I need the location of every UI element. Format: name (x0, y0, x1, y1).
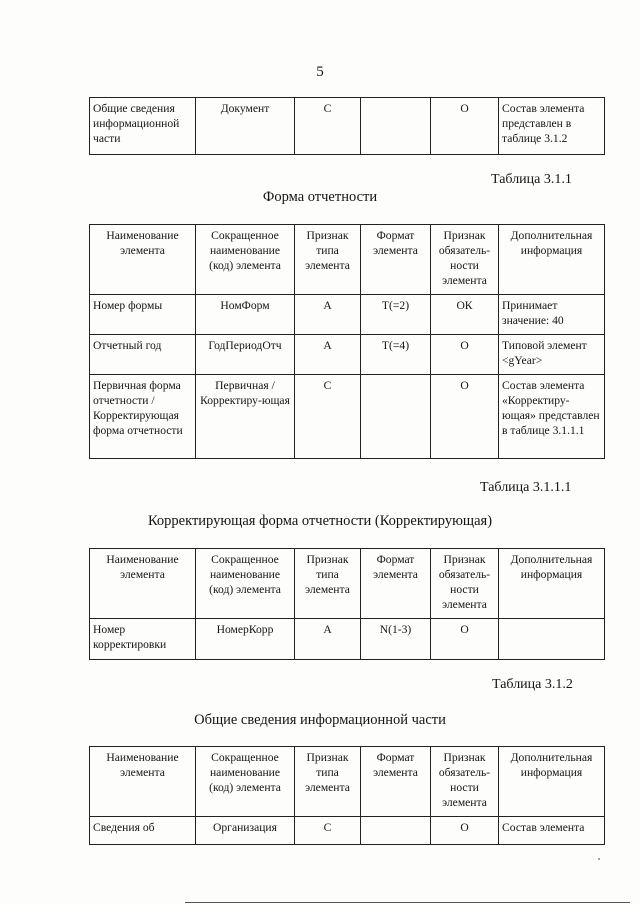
table-row (90, 98, 605, 155)
table-label: Таблица 3.1.1 (491, 172, 572, 187)
cell-type: С (295, 375, 361, 459)
cell-type: А (295, 295, 361, 335)
table-row (90, 375, 605, 459)
column-header: Наименование элемента (90, 549, 196, 619)
column-header: Сокращенное наименование (код) элемента (196, 225, 295, 295)
cell-code: Первичная / Корректиру-ющая (196, 375, 295, 459)
column-header: Сокращенное наименование (код) элемента (196, 549, 295, 619)
cell-code: ГодПериодОтч (196, 335, 295, 375)
column-header: Признак типа элемента (295, 549, 361, 619)
cell-element-name: Первичная форма отчетности / Корректирующая форма отчетности (90, 375, 196, 459)
cell-code: Организация (196, 817, 295, 845)
cell-info: Типовой элемент <gYear> (499, 335, 605, 375)
continuation-table (89, 97, 605, 155)
cell-format: N(1-3) (361, 619, 431, 660)
cell-code: Документ (196, 98, 295, 155)
cell-format: Т(=4) (361, 335, 431, 375)
cell-required: О (431, 619, 499, 660)
table-row (90, 619, 605, 660)
table-row (90, 335, 605, 375)
column-header: Дополнительная информация (499, 225, 605, 295)
table-title: Корректирующая форма отчетности (Корректирующая) (147, 513, 493, 529)
column-header: Признак обязатель-ности элемента (431, 747, 499, 817)
table-header-row (90, 549, 605, 619)
column-header: Формат элемента (361, 225, 431, 295)
page-edge-line (185, 902, 630, 903)
column-header: Формат элемента (361, 747, 431, 817)
column-header: Сокращенное наименование (код) элемента (196, 747, 295, 817)
page-number: 5 (316, 64, 324, 80)
cell-format (361, 817, 431, 845)
cell-element-name: Номер корректировки (90, 619, 196, 660)
table-label: Таблица 3.1.2 (492, 677, 573, 692)
cell-element-name: Отчетный год (90, 335, 196, 375)
cell-required: ОК (431, 295, 499, 335)
column-header: Признак обязатель-ности элемента (431, 225, 499, 295)
cell-info: Принимает значение: 40 (499, 295, 605, 335)
table-title: Общие сведения информационной части (194, 712, 446, 728)
cell-element-name: Общие сведения информационной части (90, 98, 196, 155)
scan-speck (598, 858, 600, 860)
cell-info: Состав элемента «Корректиру-ющая» представлен в таблице 3.1.1.1 (499, 375, 605, 459)
table-3-1-1 (89, 224, 605, 459)
cell-required: О (431, 98, 499, 155)
cell-info (499, 619, 605, 660)
cell-format: Т(=2) (361, 295, 431, 335)
cell-element-name: Номер формы (90, 295, 196, 335)
table-title: Форма отчетности (262, 189, 378, 205)
cell-code: НомерКорр (196, 619, 295, 660)
cell-code: НомФорм (196, 295, 295, 335)
column-header: Наименование элемента (90, 225, 196, 295)
table-row (90, 295, 605, 335)
table-label: Таблица 3.1.1.1 (480, 480, 572, 495)
column-header: Формат элемента (361, 549, 431, 619)
cell-info: Состав элемента представлен в таблице 3.1.2 (499, 98, 605, 155)
cell-type: С (295, 817, 361, 845)
table-row (90, 817, 605, 845)
cell-format (361, 375, 431, 459)
cell-required: О (431, 817, 499, 845)
column-header: Признак типа элемента (295, 747, 361, 817)
cell-type: А (295, 619, 361, 660)
cell-type: А (295, 335, 361, 375)
column-header: Дополнительная информация (499, 747, 605, 817)
table-3-1-1-1 (89, 548, 605, 660)
cell-type: С (295, 98, 361, 155)
cell-info: Состав элемента (499, 817, 605, 845)
column-header: Дополнительная информация (499, 549, 605, 619)
column-header: Признак типа элемента (295, 225, 361, 295)
cell-element-name: Сведения об (90, 817, 196, 845)
table-header-row (90, 747, 605, 817)
cell-required: О (431, 375, 499, 459)
column-header: Наименование элемента (90, 747, 196, 817)
table-3-1-2 (89, 746, 605, 845)
table-header-row (90, 225, 605, 295)
cell-format (361, 98, 431, 155)
cell-required: О (431, 335, 499, 375)
column-header: Признак обязатель-ности элемента (431, 549, 499, 619)
